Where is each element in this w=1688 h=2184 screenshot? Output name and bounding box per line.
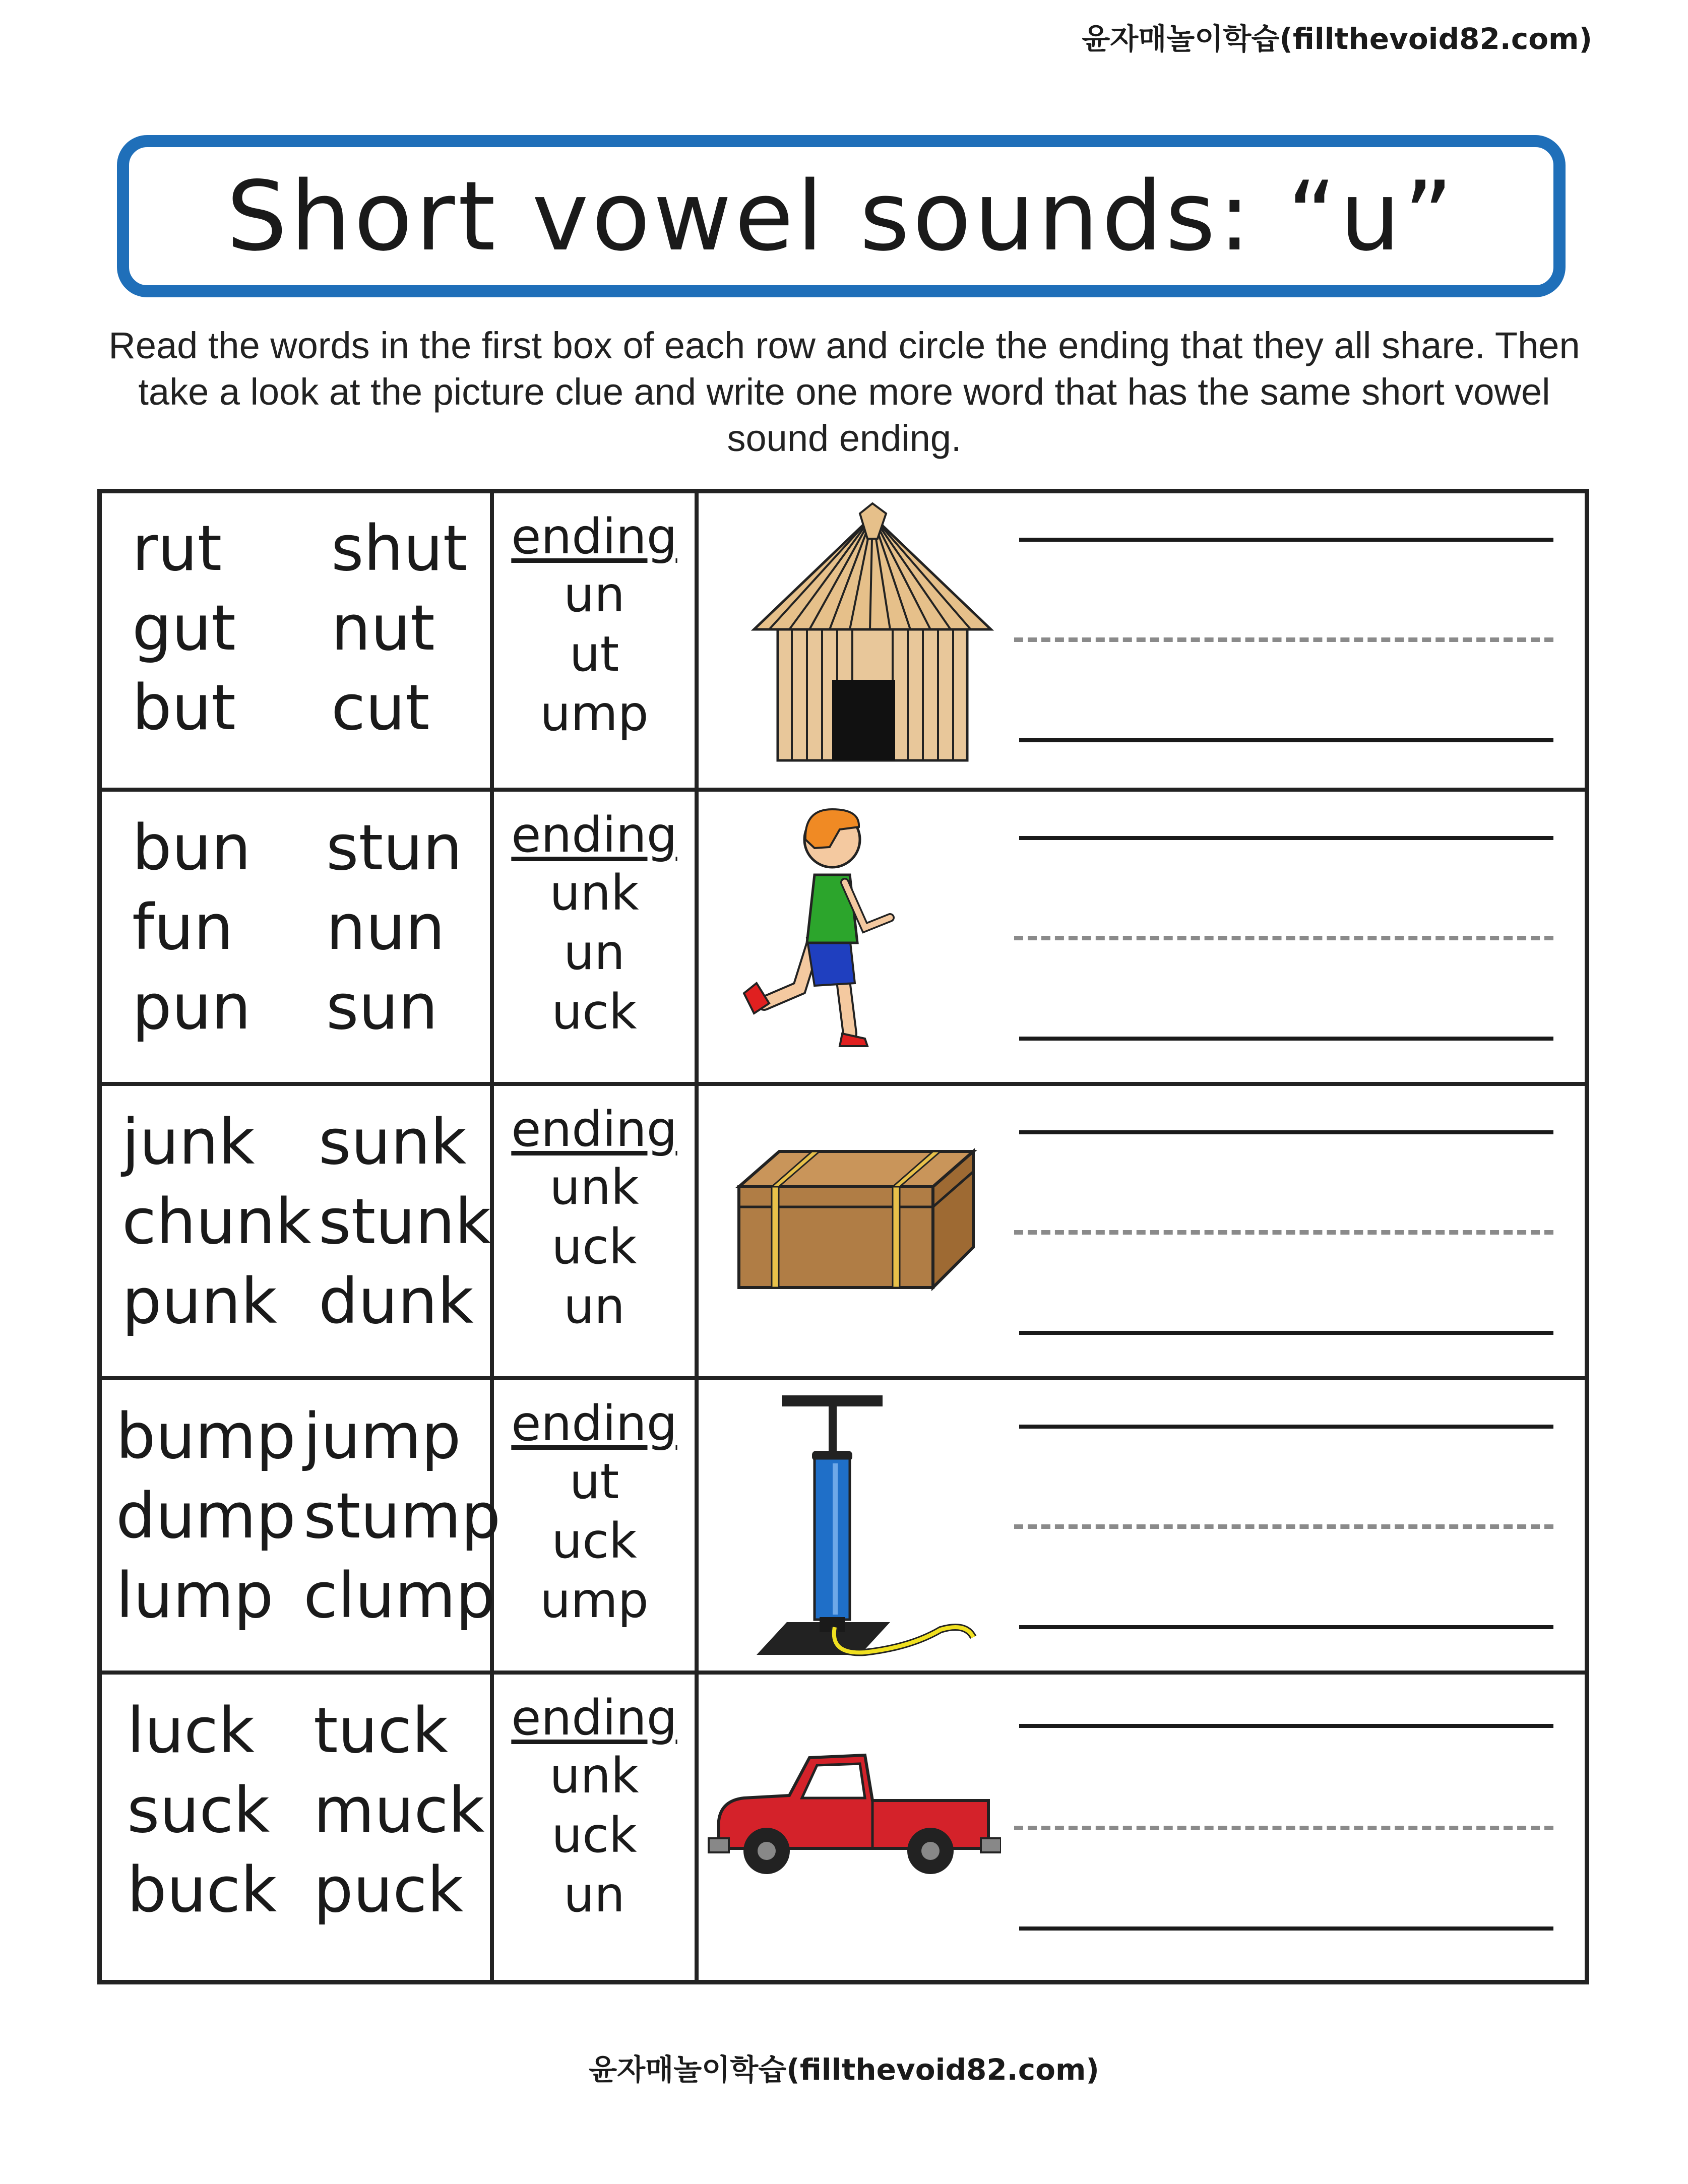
word: lump <box>116 1560 274 1632</box>
writing-line-top <box>1019 538 1553 542</box>
truck-picture <box>699 1675 1001 1984</box>
writing-line-middle <box>1014 936 1553 940</box>
ending-label: ending <box>511 1101 677 1158</box>
word: punk <box>122 1265 277 1338</box>
word: gut <box>132 592 236 665</box>
word: luck <box>127 1695 255 1767</box>
writing-line-bottom <box>1019 738 1553 742</box>
ending-label: ending <box>511 1395 677 1452</box>
ending-option[interactable]: ump <box>540 1572 649 1629</box>
word: cut <box>331 672 430 744</box>
instructions: Read the words in the first box of each row and circle the ending that they all share. Then take a look at the picture clue and write one more word that has the same short vowel sound ending. <box>108 325 1580 459</box>
word-box <box>102 1086 490 1380</box>
writing-line-bottom <box>1019 1926 1553 1931</box>
word: stun <box>326 812 463 884</box>
writing-lines[interactable] <box>1009 1380 1574 1675</box>
word: pun <box>132 971 251 1044</box>
site-credit-top: 윤자매놀이학습(fillthevoid82.com) <box>1082 22 1592 56</box>
site-credit-bottom: 윤자매놀이학습(fillthevoid82.com) <box>589 2052 1099 2087</box>
word: suck <box>127 1774 270 1847</box>
word: dunk <box>319 1265 474 1338</box>
writing-line-bottom <box>1019 1037 1553 1041</box>
worksheet-row <box>102 1082 1585 1380</box>
word: nut <box>331 592 435 665</box>
word: bump <box>116 1400 296 1473</box>
ending-option[interactable]: unk <box>549 865 639 921</box>
ending-option[interactable]: uck <box>551 1513 637 1569</box>
writing-line-middle <box>1014 637 1553 642</box>
ending-option[interactable]: unk <box>549 1159 639 1215</box>
word: stump <box>303 1480 501 1553</box>
ending-box <box>494 493 695 788</box>
word: sunk <box>319 1106 467 1179</box>
writing-line-middle <box>1014 1826 1553 1830</box>
worksheet-row <box>102 788 1585 1086</box>
word: chunk <box>122 1186 311 1258</box>
title-banner <box>117 135 1566 297</box>
worksheet-row <box>102 493 1585 788</box>
word: junk <box>122 1106 255 1179</box>
word: rut <box>132 512 222 585</box>
word: buck <box>127 1854 277 1926</box>
word: sun <box>326 971 438 1044</box>
writing-line-bottom <box>1019 1331 1553 1335</box>
ending-option[interactable]: ump <box>540 685 649 742</box>
ending-box <box>494 792 695 1086</box>
word-box <box>102 1380 501 1675</box>
page-title: Short vowel sounds: “u” <box>226 160 1456 272</box>
ending-box <box>494 1380 695 1675</box>
word: clump <box>303 1560 495 1632</box>
hut-picture <box>699 493 1001 788</box>
writing-line-middle <box>1014 1230 1553 1235</box>
ending-label: ending <box>511 1690 677 1746</box>
trunk-picture <box>699 1086 1001 1380</box>
ending-option[interactable]: unk <box>549 1748 639 1804</box>
word: puck <box>314 1854 464 1926</box>
word: shut <box>331 512 468 585</box>
writing-line-top <box>1019 1130 1553 1134</box>
word: tuck <box>314 1695 449 1767</box>
ending-label: ending <box>511 807 677 863</box>
ending-option[interactable]: ut <box>569 1453 619 1510</box>
word-box <box>102 792 490 1086</box>
ending-option[interactable]: uck <box>551 1807 637 1864</box>
writing-line-top <box>1019 836 1553 840</box>
writing-line-top <box>1019 1724 1553 1728</box>
word: but <box>132 672 236 744</box>
writing-line-middle <box>1014 1524 1553 1529</box>
ending-option[interactable]: uck <box>551 984 637 1040</box>
writing-lines[interactable] <box>1009 792 1574 1086</box>
word-box <box>102 1675 490 1984</box>
ending-option[interactable]: un <box>564 924 625 981</box>
pump-picture <box>699 1380 1001 1675</box>
word: stunk <box>319 1186 491 1258</box>
writing-line-bottom <box>1019 1625 1553 1629</box>
ending-option[interactable]: un <box>564 1278 625 1334</box>
word: fun <box>132 891 233 964</box>
word: nun <box>326 891 445 964</box>
writing-line-top <box>1019 1425 1553 1429</box>
writing-lines[interactable] <box>1009 493 1574 788</box>
writing-lines[interactable] <box>1009 1086 1574 1380</box>
ending-option[interactable]: uck <box>551 1218 637 1275</box>
word: muck <box>314 1774 485 1847</box>
worksheet-row <box>102 1671 1585 1984</box>
writing-lines[interactable] <box>1009 1675 1574 1984</box>
running-boy-picture <box>699 792 1001 1086</box>
word: bun <box>132 812 251 884</box>
worksheet-table <box>97 489 1589 1984</box>
ending-option[interactable]: un <box>564 566 625 623</box>
word-box <box>102 493 490 788</box>
word: jump <box>303 1400 461 1473</box>
worksheet-row <box>102 1376 1585 1675</box>
ending-box <box>494 1675 695 1984</box>
ending-option[interactable]: un <box>564 1867 625 1923</box>
ending-option[interactable]: ut <box>569 626 619 682</box>
ending-label: ending <box>511 508 677 565</box>
word: dump <box>116 1480 296 1553</box>
ending-box <box>494 1086 695 1380</box>
